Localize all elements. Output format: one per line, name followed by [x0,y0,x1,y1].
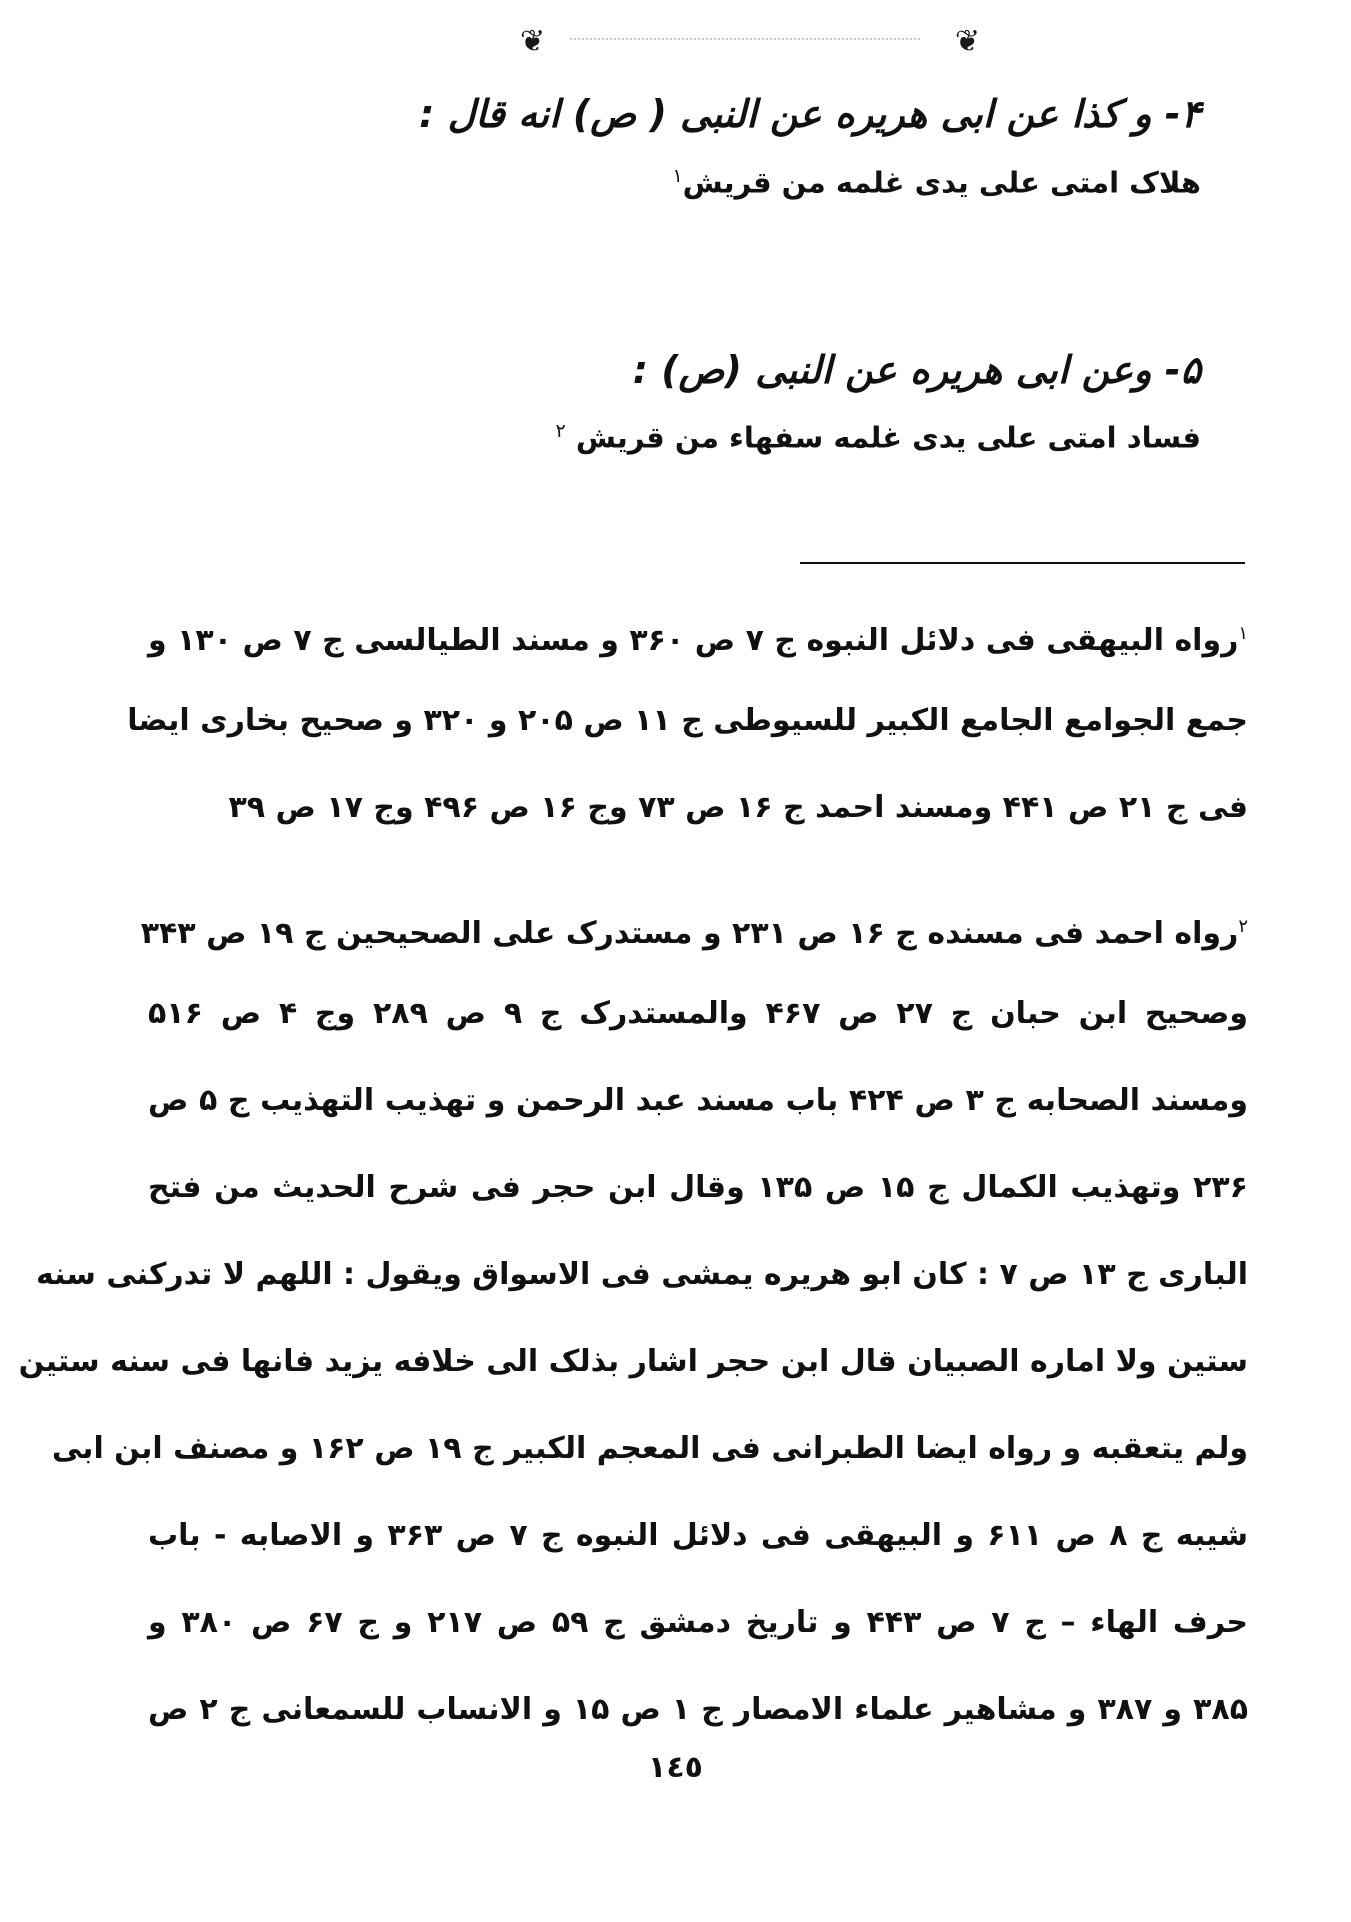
footnote-2-line: ولم یتعقبه و رواه ایضا الطبرانی فی المعجم الکبیر ج ۱۹ ص ۱۶۲ و مصنف ابن ابی [51,1431,1248,1466]
footnote-2-line: ۲۳۶ وتهذیب الکمال ج ۱۵ ص ۱۳۵ وقال ابن حجر فی شرح الحدیث من فتح [148,1170,1248,1205]
footnote-1-line: جمع الجوامع الجامع الکبیر للسیوطی ج ۱۱ ص ۲۰۵ و ۳۲۰ و صحیح بخاری ایضا [127,703,1248,738]
footnote-1-line: فی ج ۲۱ ص ۴۴۱ ومسند احمد ج ۱۶ ص ۷۳ وج ۱۶ ص ۴۹۶ وج ۱۷ ص ۳۹ [228,790,1248,825]
footnote-ref-1: ۱ [672,165,683,187]
footnote-2-line: شیبه ج ۸ ص ۶۱۱ و البیهقی فی دلائل النبوه ج ۷ ص ۳۶۳ و الاصابه - باب [148,1518,1248,1553]
hadith-4-heading: ۴- و کذا عن ابی هریره عن النبی ( ص) انه قال : [419,92,1201,136]
footnote-2-line: حرف الهاء – ج ۷ ص ۴۴۳ و تاریخ دمشق ج ۵۹ ص ۲۱۷ و ج ۶۷ ص ۳۸۰ و [148,1605,1249,1640]
ornament-left-icon: ❦ [520,24,546,59]
header-faint-text-line [570,38,920,46]
footnote-2-line: $^۲$رواه احمد فی مسنده ج ۱۶ ص ۲۳۱ و مستدرک علی الصحیحین ج ۱۹ ص ۳۴۳ [140,916,1248,951]
hadith-5-heading: ۵- وعن ابی هریره عن النبی (ص) : [632,348,1201,392]
hadith-4-text [672,165,1201,200]
page-number: ١٤٥ [648,1750,703,1785]
footnote-1-mark: ۱ [1238,623,1249,644]
hadith-4-body: هلاک امتی علی یدی غلمه من قریش [682,165,1201,200]
hadith-5-text [556,420,1201,455]
footnote-2-line: ستین ولا اماره الصبیان قال ابن حجر اشار بذلک الی خلافه یزید فانها فی سنه ستین [18,1344,1248,1379]
footnote-2-line: وصحیح ابن حبان ج ۲۷ ص ۴۶۷ والمستدرک ج ۹ ص ۲۸۹ وج ۴ ص ۵۱۶ [148,996,1249,1031]
hadith-5-body: فساد امتی علی یدی غلمه سفهاء من قریش [575,420,1201,455]
footnote-ref-2: ۲ [555,420,566,442]
footnote-2-mark: ۲ [1238,916,1248,937]
ornament-right-icon: ❦ [954,24,980,59]
footnote-1 [127,590,1249,851]
footnote-2 [18,883,1249,1753]
footnote-2-line: الباری ج ۱۳ ص ۷ : کان ابو هریره یمشی فی الاسواق ویقول : اللهم لا تدرکنی سنه [35,1257,1248,1292]
footnote-1-line: $^۱$رواه البیهقی فی دلائل النبوه ج ۷ ص ۳۶۰ و مسند الطیالسی ج ۷ ص ۱۳۰ و [148,623,1249,658]
footnote-2-line: ومسند الصحابه ج ۳ ص ۴۲۴ باب مسند عبد الرحمن و تهذیب التهذیب ج ۵ ص [148,1083,1249,1118]
footnote-separator [800,562,1245,564]
footnote-2-line: ۳۸۵ و ۳۸۷ و مشاهیر علماء الامصار ج ۱ ص ۱۵ و الانساب للسمعانی ج ۲ ص [148,1692,1249,1727]
